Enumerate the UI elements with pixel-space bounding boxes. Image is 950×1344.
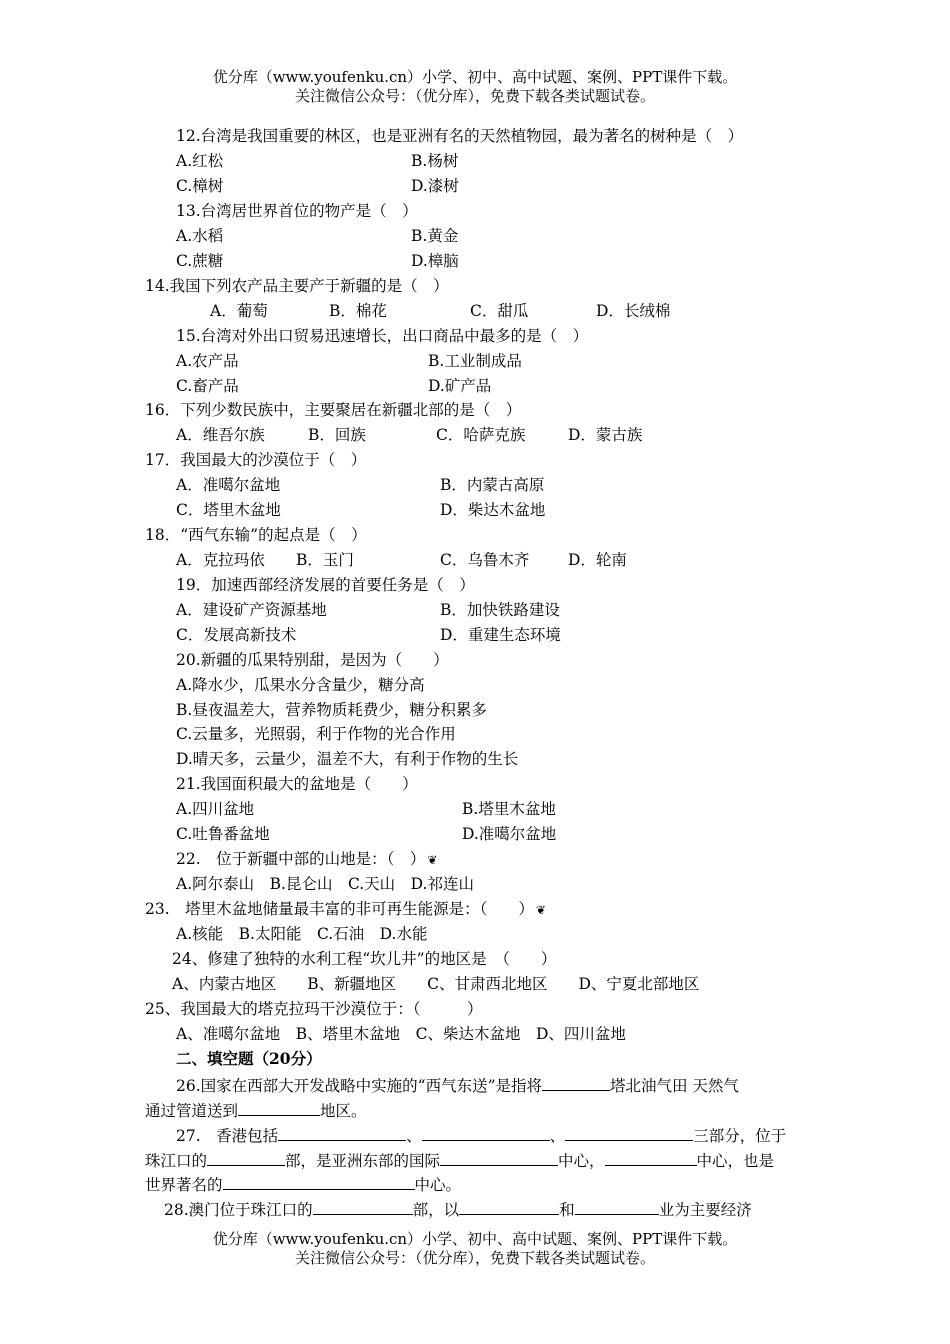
question-27-separator-1: 、: [406, 1127, 422, 1145]
question-21-option-c: C.吐鲁番盆地: [176, 825, 270, 843]
question-13-stem: 13.台湾居世界首位的物产是（ ）: [176, 202, 418, 220]
question-12-option-b: B.杨树: [411, 152, 459, 170]
question-21-option-d: D.准噶尔盆地: [462, 825, 557, 843]
question-19-option-c: C．发展高新技术: [176, 626, 297, 644]
footer-line-2: 关注微信公众号：（优分库），免费下载各类试题试卷。: [294, 1249, 655, 1267]
question-23-stem-line: [145, 899, 546, 920]
question-27-separator-2: 、: [549, 1127, 566, 1145]
question-16-option-b: B．回族: [308, 426, 366, 444]
question-13-option-c: C.蔗糖: [176, 252, 224, 270]
question-24-stem: 24、修建了独特的水利工程“坎儿井”的地区是 （ ）: [172, 950, 557, 968]
question-18-option-b: B．玉门: [296, 551, 354, 569]
question-16-option-c: C．哈萨克族: [436, 426, 526, 444]
question-12-option-a: A.红松: [176, 152, 224, 170]
question-19-option-b: B．加快铁路建设: [440, 601, 560, 619]
question-15-stem: 15.台湾对外出口贸易迅速增长，出口商品中最多的是（ ）: [176, 327, 589, 345]
question-16-stem: 16．下列少数民族中，主要聚居在新疆北部的是（ ）: [145, 401, 522, 419]
question-14-stem: 14.我国下列农产品主要产于新疆的是（ ）: [145, 277, 449, 295]
question-23-options: A.核能 B.太阳能 C.石油 D.水能: [176, 925, 428, 943]
question-14-option-b: B．棉花: [329, 302, 387, 320]
question-15-option-d: D.矿产品: [428, 377, 492, 395]
question-19-option-d: D．重建生态环境: [440, 626, 561, 644]
question-22-options: A.阿尔泰山 B.昆仑山 C.天山 D.祁连山: [176, 875, 474, 893]
question-17-option-c: C．塔里木盆地: [176, 501, 281, 519]
question-15-option-b: B.工业制成品: [428, 352, 522, 370]
question-18-option-c: C．乌鲁木齐: [440, 551, 530, 569]
mouse-icon: ❦: [535, 903, 546, 917]
question-28-text-2: 部，以: [412, 1201, 460, 1219]
question-20-stem: 20.新疆的瓜果特别甜，是因为（ ）: [176, 651, 449, 669]
answer-blank[interactable]: [542, 1074, 610, 1091]
question-21-option-a: A.四川盆地: [176, 800, 255, 818]
question-26-line-2: [145, 1099, 367, 1121]
question-28-text-1: 28.澳门位于珠江口的: [164, 1201, 313, 1219]
question-27-text-1: 27. 香港包括: [176, 1127, 279, 1145]
question-20-option-c: C.云量多，光照弱，利于作物的光合作用: [176, 725, 456, 743]
question-27-text-3: 珠江口的: [145, 1152, 208, 1170]
question-25-stem: 25、我国最大的塔克拉玛干沙漠位于：（ ）: [145, 1000, 483, 1018]
header-line-1: 优分库（www.youfenku.cn）小学、初中、高中试题、案例、PPT课件下载。: [212, 68, 738, 86]
question-25-options: A、准噶尔盆地 B、塔里木盆地 C、柴达木盆地 D、四川盆地: [176, 1025, 626, 1043]
question-27-line-1: [176, 1124, 786, 1146]
question-14-option-d: D．长绒棉: [596, 302, 671, 320]
question-27-text-5: 中心，: [558, 1152, 605, 1170]
answer-blank[interactable]: [565, 1124, 693, 1141]
question-17-option-d: D．柴达木盆地: [440, 501, 546, 519]
question-21-option-b: B.塔里木盆地: [462, 800, 556, 818]
question-27-text-7: 世界著名的: [145, 1176, 223, 1194]
question-15-option-a: A.农产品: [176, 352, 239, 370]
section-2-title: 二、填空题（20分）: [176, 1049, 322, 1068]
question-23-stem: 23. 塔里木盆地储量最丰富的非可再生能源是：（ ）: [145, 900, 534, 918]
question-15-option-c: C.畜产品: [176, 377, 239, 395]
question-27-line-3: [145, 1173, 461, 1195]
question-13-option-d: D.樟脑: [411, 252, 459, 270]
question-18-stem: 18．“西气东输”的起点是（ ）: [145, 526, 367, 544]
answer-blank[interactable]: [440, 1149, 558, 1166]
answer-blank[interactable]: [238, 1099, 320, 1116]
question-26-line-1: [176, 1074, 739, 1096]
question-17-option-a: A．准噶尔盆地: [176, 476, 281, 494]
question-27-text-8: 中心。: [414, 1176, 462, 1194]
question-18-option-a: A．克拉玛依: [176, 551, 265, 569]
question-14-option-a: A．葡萄: [210, 302, 268, 320]
question-20-option-b: B.昼夜温差大，营养物质耗费少，糖分积累多: [176, 701, 487, 719]
question-13-option-b: B.黄金: [411, 227, 459, 245]
question-12-stem: 12.台湾是我国重要的林区，也是亚洲有名的天然植物园，最为著名的树种是（ ）: [176, 127, 744, 145]
question-16-option-a: A．维吾尔族: [176, 426, 265, 444]
question-27-text-6: 中心，也是: [696, 1152, 775, 1170]
question-26-text-4: 地区。: [320, 1102, 367, 1120]
question-16-option-d: D．蒙古族: [568, 426, 643, 444]
answer-blank[interactable]: [313, 1198, 413, 1215]
question-12-option-d: D.漆树: [411, 177, 459, 195]
footer-line-1: 优分库（www.youfenku.cn）小学、初中、高中试题、案例、PPT课件下载。: [212, 1230, 738, 1248]
question-26-text-3: 通过管道送到: [145, 1102, 239, 1120]
mouse-icon: ❦: [427, 853, 438, 867]
question-26-text-2: 塔北油气田 天然气: [610, 1077, 739, 1095]
question-20-option-d: D.晴天多，云量少，温差不大，有利于作物的生长: [176, 750, 519, 768]
question-27-text-2: 三部分，位于: [693, 1127, 787, 1145]
question-28-line-1: [164, 1198, 752, 1220]
question-12-option-c: C.樟树: [176, 177, 224, 195]
question-26-text-1: 26.国家在西部大开发战略中实施的“西气东送”是指将: [176, 1077, 542, 1095]
answer-blank[interactable]: [422, 1124, 550, 1141]
header-line-2: 关注微信公众号：（优分库），免费下载各类试题试卷。: [294, 87, 655, 105]
question-13-option-a: A.水稻: [176, 227, 224, 245]
question-14-option-c: C．甜瓜: [470, 302, 529, 320]
question-27-line-2: [145, 1149, 774, 1171]
answer-blank[interactable]: [278, 1124, 406, 1141]
question-21-stem: 21.我国面积最大的盆地是（ ）: [176, 775, 418, 793]
answer-blank[interactable]: [605, 1149, 697, 1166]
question-17-option-b: B．内蒙古高原: [440, 476, 545, 494]
answer-blank[interactable]: [207, 1149, 285, 1166]
question-19-stem: 19．加速西部经济发展的首要任务是（ ）: [176, 576, 475, 594]
question-20-option-a: A.降水少，瓜果水分含量少，糖分高: [176, 676, 425, 694]
question-22-stem: 22. 位于新疆中部的山地是：（ ）: [176, 850, 426, 868]
question-18-option-d: D．轮南: [568, 551, 627, 569]
answer-blank[interactable]: [575, 1198, 659, 1215]
question-24-options: A、内蒙古地区 B、新疆地区 C、甘肃西北地区 D、宁夏北部地区: [172, 975, 700, 993]
answer-blank[interactable]: [223, 1173, 415, 1190]
question-28-text-3: 和: [559, 1201, 575, 1219]
question-17-stem: 17．我国最大的沙漠位于（ ）: [145, 451, 367, 469]
question-28-text-4: 业为主要经济: [658, 1201, 752, 1219]
question-19-option-a: A．建设矿产资源基地: [176, 601, 327, 619]
question-22-stem-line: [176, 849, 437, 870]
question-27-text-4: 部，是亚洲东部的国际: [285, 1152, 441, 1170]
answer-blank[interactable]: [459, 1198, 559, 1215]
